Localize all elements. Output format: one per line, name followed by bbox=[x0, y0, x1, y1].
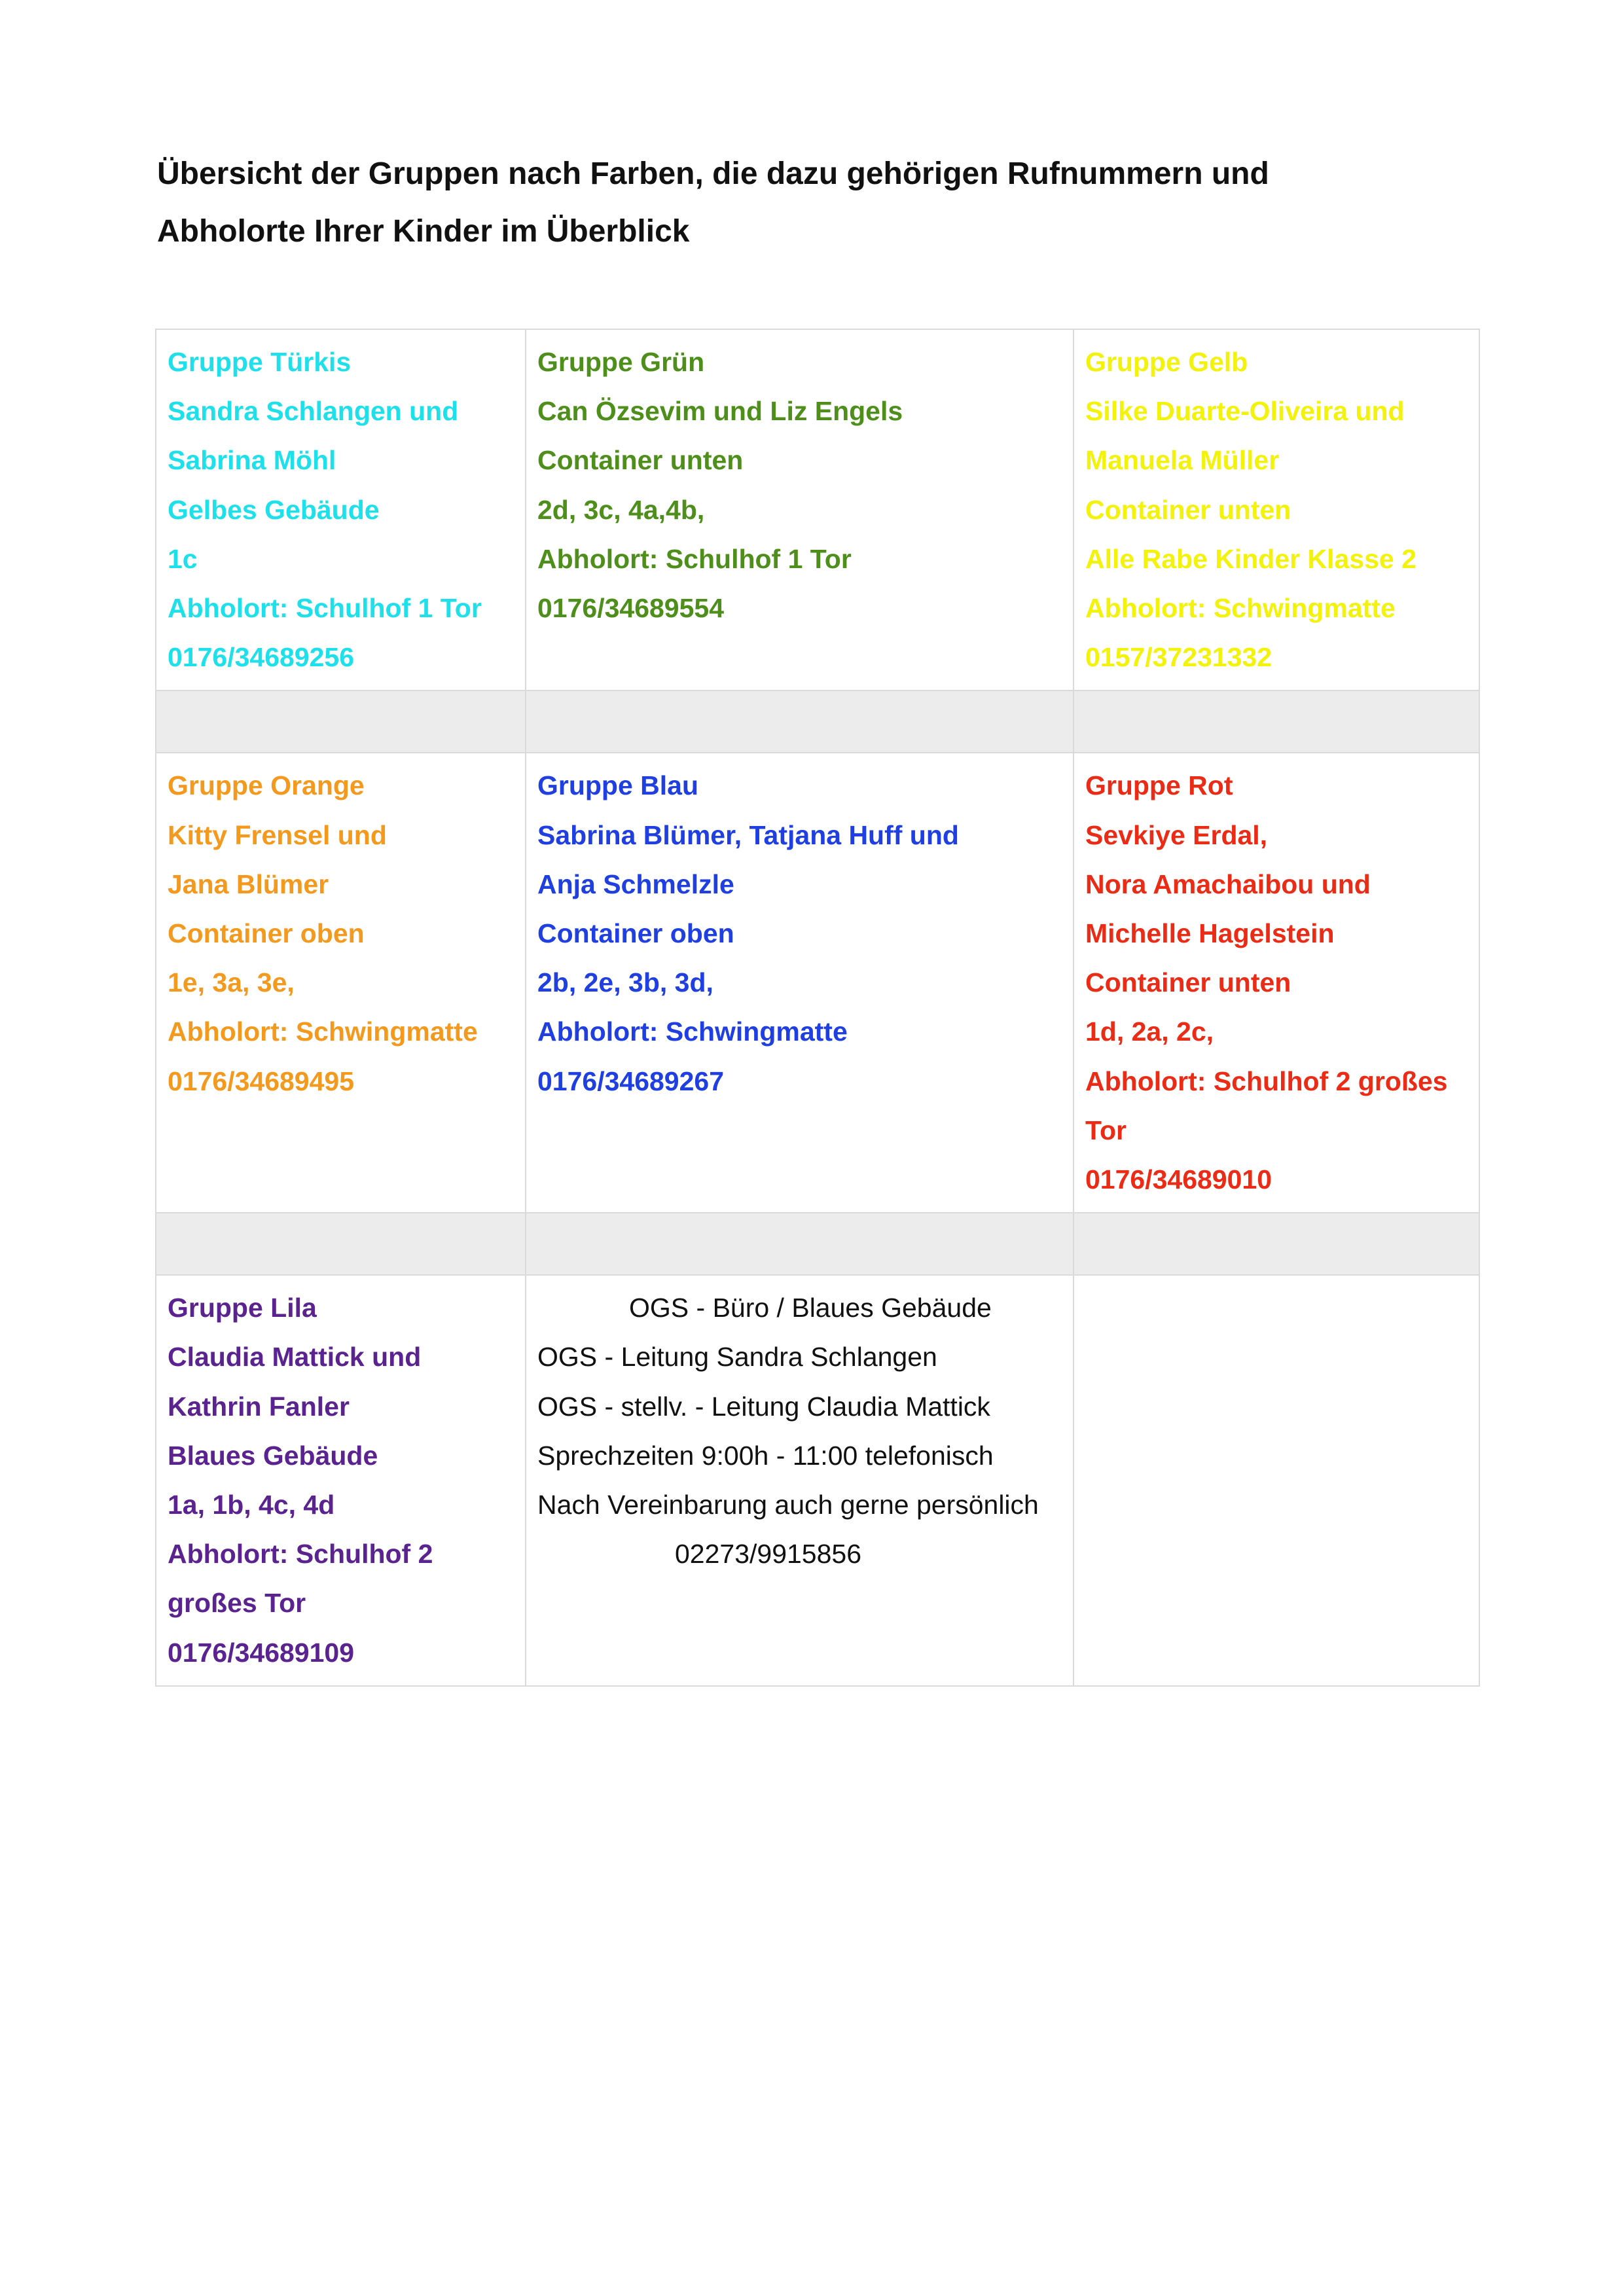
group-lila-line: Kathrin Fanler bbox=[168, 1391, 350, 1422]
office-line-vereinbarung: Nach Vereinbarung auch gerne persönlich bbox=[537, 1490, 1039, 1520]
group-gruen-line: Can Özsevim und Liz Engels bbox=[537, 396, 903, 427]
table-row bbox=[156, 753, 1479, 1213]
group-cell-gelb bbox=[1074, 329, 1479, 691]
group-orange-line: 0176/34689495 bbox=[168, 1066, 355, 1096]
spacer-cell bbox=[526, 691, 1074, 753]
group-gruen-line: Container unten bbox=[537, 445, 744, 476]
groups-table bbox=[155, 329, 1480, 1687]
group-tuerkis-line: Gelbes Gebäude bbox=[168, 494, 380, 525]
group-tuerkis-line: 1c bbox=[168, 543, 198, 574]
group-lila-line: Gruppe Lila bbox=[168, 1293, 317, 1323]
group-gelb-line: Silke Duarte-Oliveira und bbox=[1085, 396, 1405, 427]
group-rot-line: Gruppe Rot bbox=[1085, 770, 1233, 801]
group-rot-line: Nora Amachaibou und bbox=[1085, 869, 1371, 899]
group-orange-line: 1e, 3a, 3e, bbox=[168, 967, 295, 998]
group-rot bbox=[1085, 761, 1468, 1204]
group-gruen-line: Abholort: Schulhof 1 Tor bbox=[537, 543, 852, 574]
group-lila-line: 1a, 1b, 4c, 4d bbox=[168, 1490, 335, 1520]
document-title bbox=[157, 145, 1466, 260]
group-cell-tuerkis bbox=[156, 329, 526, 691]
group-blau-line: Gruppe Blau bbox=[537, 770, 699, 801]
spacer-cell bbox=[1074, 1213, 1479, 1275]
group-gruen-line: 0176/34689554 bbox=[537, 593, 725, 624]
group-orange-line: Container oben bbox=[168, 918, 365, 949]
group-lila-line: Claudia Mattick und bbox=[168, 1342, 422, 1372]
office-line-leitung: OGS - Leitung Sandra Schlangen bbox=[537, 1342, 937, 1372]
group-lila-line: großes Tor bbox=[168, 1588, 306, 1619]
group-lila-line: Abholort: Schulhof 2 bbox=[168, 1539, 433, 1570]
group-cell-orange bbox=[156, 753, 526, 1213]
title-line-2: Abholorte Ihrer Kinder im Überblick bbox=[157, 214, 690, 249]
group-blau-line: 0176/34689267 bbox=[537, 1066, 725, 1096]
group-orange-line: Jana Blümer bbox=[168, 869, 329, 899]
group-gelb-line: Gruppe Gelb bbox=[1085, 347, 1248, 377]
group-gruen bbox=[537, 338, 1062, 633]
group-gelb-line: 0157/37231332 bbox=[1085, 642, 1272, 673]
office-cell bbox=[526, 1275, 1074, 1686]
group-tuerkis-line: Abholort: Schulhof 1 Tor bbox=[168, 593, 482, 624]
group-blau-line: Sabrina Blümer, Tatjana Huff und bbox=[537, 819, 959, 850]
group-rot-line: Tor bbox=[1085, 1115, 1127, 1145]
table-row bbox=[156, 329, 1479, 691]
group-blau-line: Abholort: Schwingmatte bbox=[537, 1016, 848, 1047]
title-line-1: Übersicht der Gruppen nach Farben, die dazu gehörigen Rufnummern und bbox=[157, 156, 1269, 191]
group-blau-line: 2b, 2e, 3b, 3d, bbox=[537, 967, 713, 998]
office-line-stellv-leitung: OGS - stellv. - Leitung Claudia Mattick bbox=[537, 1391, 990, 1422]
group-tuerkis-line: Gruppe Türkis bbox=[168, 347, 352, 377]
table-row bbox=[156, 1275, 1479, 1686]
group-orange-line: Kitty Frensel und bbox=[168, 819, 387, 850]
spacer-cell bbox=[1074, 691, 1479, 753]
group-rot-line: Sevkiye Erdal, bbox=[1085, 819, 1268, 850]
group-tuerkis-line: 0176/34689256 bbox=[168, 642, 355, 673]
spacer-cell bbox=[156, 1213, 526, 1275]
group-rot-line: Abholort: Schulhof 2 großes bbox=[1085, 1066, 1448, 1096]
spacer-row bbox=[156, 691, 1479, 753]
group-gelb-line: Abholort: Schwingmatte bbox=[1085, 593, 1396, 624]
group-cell-rot bbox=[1074, 753, 1479, 1213]
group-cell-lila bbox=[156, 1275, 526, 1686]
office-line-buero: OGS - Büro / Blaues Gebäude bbox=[629, 1293, 992, 1323]
group-gruen-line: Gruppe Grün bbox=[537, 347, 705, 377]
spacer-cell bbox=[156, 691, 526, 753]
group-gruen-line: 2d, 3c, 4a,4b, bbox=[537, 494, 705, 525]
group-gelb-line: Manuela Müller bbox=[1085, 445, 1280, 476]
group-gelb-line: Alle Rabe Kinder Klasse 2 bbox=[1085, 543, 1416, 574]
group-rot-line: 1d, 2a, 2c, bbox=[1085, 1016, 1214, 1047]
group-lila-line: Blaues Gebäude bbox=[168, 1440, 378, 1471]
group-cell-gruen bbox=[526, 329, 1074, 691]
group-rot-line: Michelle Hagelstein bbox=[1085, 918, 1335, 949]
group-blau bbox=[537, 761, 1062, 1105]
office-line-sprechzeiten: Sprechzeiten 9:00h - 11:00 telefonisch bbox=[537, 1440, 994, 1471]
group-orange-line: Gruppe Orange bbox=[168, 770, 365, 801]
empty-cell bbox=[1074, 1275, 1479, 1686]
group-tuerkis-line: Sandra Schlangen und bbox=[168, 396, 459, 427]
group-gelb bbox=[1085, 338, 1468, 682]
office-phone: 02273/9915856 bbox=[675, 1539, 862, 1570]
spacer-cell bbox=[526, 1213, 1074, 1275]
group-gelb-line: Container unten bbox=[1085, 494, 1291, 525]
group-lila-line: 0176/34689109 bbox=[168, 1637, 355, 1668]
group-cell-blau bbox=[526, 753, 1074, 1213]
group-rot-line: 0176/34689010 bbox=[1085, 1164, 1272, 1195]
group-orange-line: Abholort: Schwingmatte bbox=[168, 1016, 478, 1047]
group-blau-line: Container oben bbox=[537, 918, 734, 949]
group-rot-line: Container unten bbox=[1085, 967, 1291, 998]
group-orange bbox=[168, 761, 514, 1105]
group-lila bbox=[168, 1283, 514, 1677]
group-tuerkis-line: Sabrina Möhl bbox=[168, 445, 336, 476]
office-info bbox=[537, 1283, 1062, 1579]
group-tuerkis bbox=[168, 338, 514, 682]
group-blau-line: Anja Schmelzle bbox=[537, 869, 734, 899]
spacer-row bbox=[156, 1213, 1479, 1275]
